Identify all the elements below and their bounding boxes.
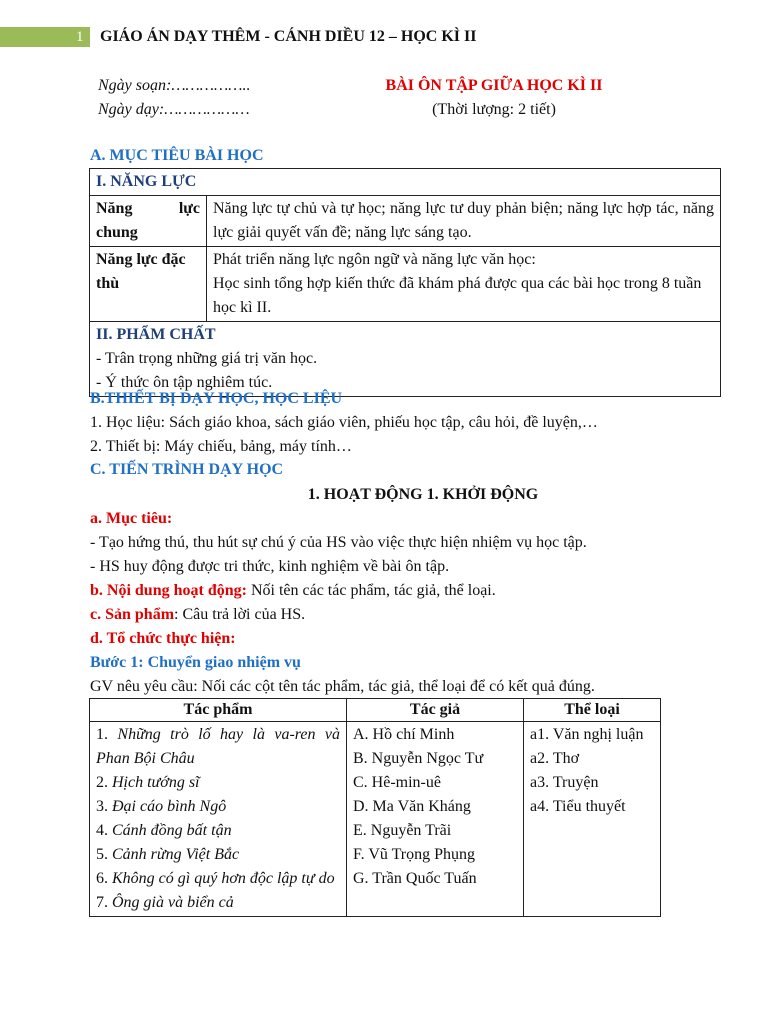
author-item: A. Hồ chí Minh [353, 726, 455, 743]
gv-yeu-cau: GV nêu yêu cầu: Nối các cột tên tác phẩm, tác giả, thể loại để có kết quả đúng. [90, 678, 595, 695]
matching-table [89, 698, 661, 917]
section-b-item: 1. Học liệu: Sách giáo khoa, sách giáo viên, phiếu học tập, câu hỏi, đề luyện,… [90, 414, 598, 431]
buoc-1-heading: Bước 1: Chuyển giao nhiệm vụ [90, 654, 301, 671]
activity-title: 1. HOẠT ĐỘNG 1. KHỞI ĐỘNG [307, 486, 539, 503]
work-item: 7. Ông già và biển cả [96, 894, 234, 911]
nang-luc-heading: I. NĂNG LỰC [90, 169, 721, 196]
lesson-duration: (Thời lượng: 2 tiết) [432, 101, 556, 118]
author-item: B. Nguyễn Ngọc Tư [353, 750, 484, 767]
san-pham-line [90, 603, 305, 627]
lesson-title: BÀI ÔN TẬP GIỮA HỌC KÌ II [385, 77, 603, 94]
author-item: E. Nguyễn Trãi [353, 822, 452, 839]
noi-dung-text: Nối tên các tác phẩm, tác giả, thể loại. [246, 582, 496, 599]
author-item: F. Vũ Trọng Phụng [353, 846, 476, 863]
san-pham-text: : Câu trả lời của HS. [174, 606, 306, 623]
genre-item: a4. Tiểu thuyết [530, 798, 626, 815]
author-item: C. Hê-min-uê [353, 774, 441, 791]
work-item: 2. Hịch tướng sĩ [96, 774, 200, 791]
ngay-soan: Ngày soạn:…………….. [98, 77, 251, 94]
nang-luc-dac-thu-cell [207, 247, 721, 322]
pham-chat-item: - Trân trọng những giá trị văn học. [96, 350, 318, 367]
to-chuc-label: d. Tổ chức thực hiện: [90, 630, 236, 647]
pham-chat-heading: II. PHẨM CHẤT [96, 326, 216, 343]
meta-dates [98, 74, 250, 122]
pham-chat-item: - Ý thức ôn tập nghiêm túc. [96, 374, 273, 391]
nang-luc-dac-thu-text2: Học sinh tổng hợp kiến thức đã khám phá được qua các bài học trong 8 tuần học kì II. [213, 275, 702, 316]
nang-luc-dac-thu-text1: Phát triển năng lực ngôn ngữ và năng lực văn học: [213, 251, 536, 268]
work-item: 1. Những trò lố hay là va-ren và Phan Bội Châu [96, 726, 341, 767]
muc-tieu-item: - Tạo hứng thú, thu hút sự chú ý của HS vào việc thực hiện nhiệm vụ học tập. [90, 534, 587, 551]
lesson-heading [350, 74, 638, 122]
work-item: 6. Không có gì quý hơn độc lập tự do [96, 870, 335, 887]
header-tac-gia: Tác giả [347, 699, 524, 722]
genre-item: a3. Truyện [530, 774, 599, 791]
san-pham-label: c. Sản phẩm [90, 606, 175, 623]
nang-luc-chung-text: Năng lực tự chủ và tự học; năng lực tư duy phản biện; năng lực hợp tác, năng lực giải quyết vấn đề; năng lực sáng tạo. [207, 196, 721, 247]
nang-luc-chung-label: Năng lực chung [90, 196, 207, 247]
noi-dung-line [90, 579, 496, 603]
nang-luc-dac-thu-label: Năng lực đặc thù [90, 247, 207, 322]
noi-dung-label: b. Nội dung hoạt động: [90, 582, 247, 599]
section-b-item: 2. Thiết bị: Máy chiếu, bảng, máy tính… [90, 438, 352, 455]
authors-cell [347, 722, 524, 917]
page-number-bar [0, 27, 90, 47]
ngay-day: Ngày dạy:……………… [98, 101, 250, 118]
work-item: 4. Cánh đồng bất tận [96, 822, 232, 839]
pham-chat-cell [90, 322, 721, 397]
works-cell [90, 722, 347, 917]
genres-cell [524, 722, 661, 917]
section-b-heading: B.THIẾT BỊ DẠY HỌC, HỌC LIỆU [90, 390, 343, 407]
work-item: 5. Cảnh rừng Việt Bắc [96, 846, 240, 863]
author-item: D. Ma Văn Kháng [353, 798, 471, 815]
genre-item: a1. Văn nghị luận [530, 726, 644, 743]
section-c-heading: C. TIẾN TRÌNH DẠY HỌC [90, 461, 284, 478]
section-a-heading: A. MỤC TIÊU BÀI HỌC [90, 147, 264, 164]
author-item: G. Trần Quốc Tuấn [353, 870, 477, 887]
page-number: 1 [76, 29, 84, 45]
work-item: 3. Đại cáo bình Ngô [96, 798, 227, 815]
header-tac-pham: Tác phẩm [90, 699, 347, 722]
muc-tieu-item: - HS huy động được tri thức, kinh nghiệm về bài ôn tập. [90, 558, 450, 575]
header-title: GIÁO ÁN DẠY THÊM - CÁNH DIỀU 12 – HỌC KÌ II [100, 28, 477, 45]
objectives-table [89, 168, 721, 397]
genre-item: a2. Thơ [530, 750, 580, 767]
muc-tieu-label: a. Mục tiêu: [90, 510, 173, 527]
header-the-loai: Thể loại [524, 699, 661, 722]
